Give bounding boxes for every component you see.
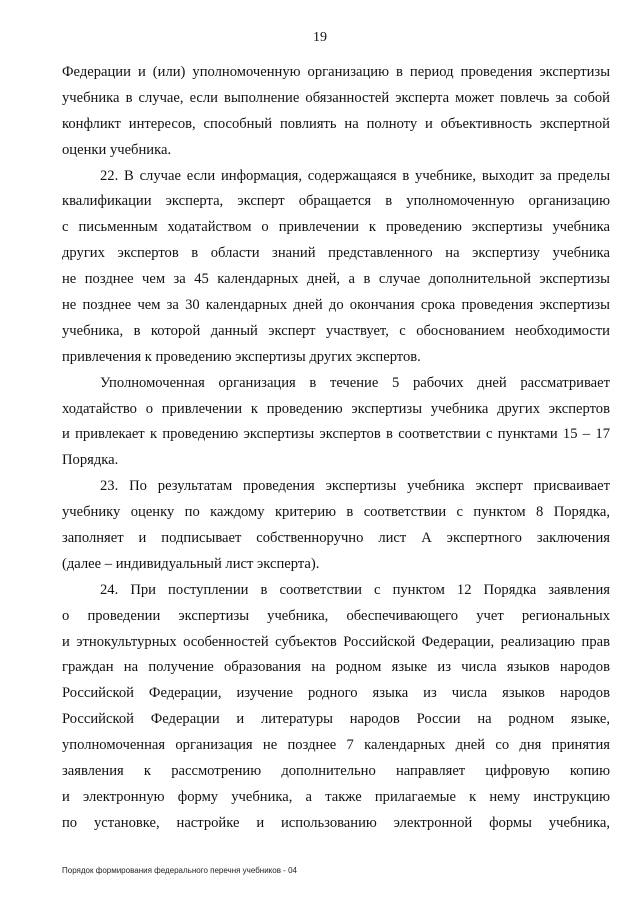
text-line: и привлекает к проведению экспертизы экспертов в соответствии с пунктами 15 – 17 [62,426,610,443]
text-line: по установке, настройке и использованию электронной формы учебника, [62,814,610,831]
text-line: и электронную форму учебника, а также прилагаемые к нему инструкцию [62,788,610,805]
text-line: заполняет и подписывает собственноручно лист А экспертного заключения [62,530,610,547]
text-line: привлечения к проведению экспертизы других экспертов. [62,348,421,365]
page-footer: Порядок формирования федерального перечня учебников - 04 [62,866,297,875]
text-line: не позднее чем за 30 календарных дней до окончания срока проведения экспертизы [62,297,610,314]
text-line: ходатайство о привлечении к проведению экспертизы учебника других экспертов [62,400,610,417]
text-line: не позднее чем за 45 календарных дней, а в случае дополнительной экспертизы [62,271,610,288]
document-body [62,60,610,837]
text-line: (далее – индивидуальный лист эксперта). [62,555,320,572]
text-line: квалификации эксперта, эксперт обращается в уполномоченную организацию [62,193,610,210]
text-line: Уполномоченная организация в течение 5 рабочих дней рассматривает [100,374,610,391]
text-line: уполномоченная организация не позднее 7 календарных дней со дня принятия [62,737,610,754]
text-line: о проведении экспертизы учебника, обеспечивающего учет региональных [62,607,610,624]
text-line: Российской Федерации, изучение родного языка из числа языков народов [62,685,610,702]
text-line: оценки учебника. [62,141,172,158]
text-line: и этнокультурных особенностей субъектов Российской Федерации, реализацию прав [62,633,610,650]
text-line: конфликт интересов, способный повлиять на полноту и объективность экспертной [62,115,610,132]
text-line: с письменным ходатайством о привлечении к проведению экспертизы учебника [62,219,610,236]
text-line: других экспертов в области знаний представленного на экспертизу учебника [62,245,610,262]
page-number: 19 [313,30,327,45]
text-line: учебнику оценку по каждому критерию в соответствии с пунктом 8 Порядка, [62,504,610,521]
text-line: 22. В случае если информация, содержащаяся в учебнике, выходит за пределы [100,167,610,184]
text-line: 24. При поступлении в соответствии с пунктом 12 Порядка заявления [100,581,610,598]
text-line: 23. По результатам проведения экспертизы учебника эксперт присваивает [100,478,610,495]
text-line: граждан на получение образования на родном языке из числа языков народов [62,659,610,676]
text-line: Российской Федерации и литературы народов России на родном языке, [62,711,610,728]
text-line: учебника, в которой данный эксперт участвует, с обоснованием необходимости [62,322,610,339]
text-line: Порядка. [62,452,119,469]
text-line: заявления к рассмотрению дополнительно направляет цифровую копию [62,763,610,780]
text-line: учебника в случае, если выполнение обязанностей эксперта может повлечь за собой [62,89,610,106]
text-line: Федерации и (или) уполномоченную организацию в период проведения экспертизы [62,64,610,80]
